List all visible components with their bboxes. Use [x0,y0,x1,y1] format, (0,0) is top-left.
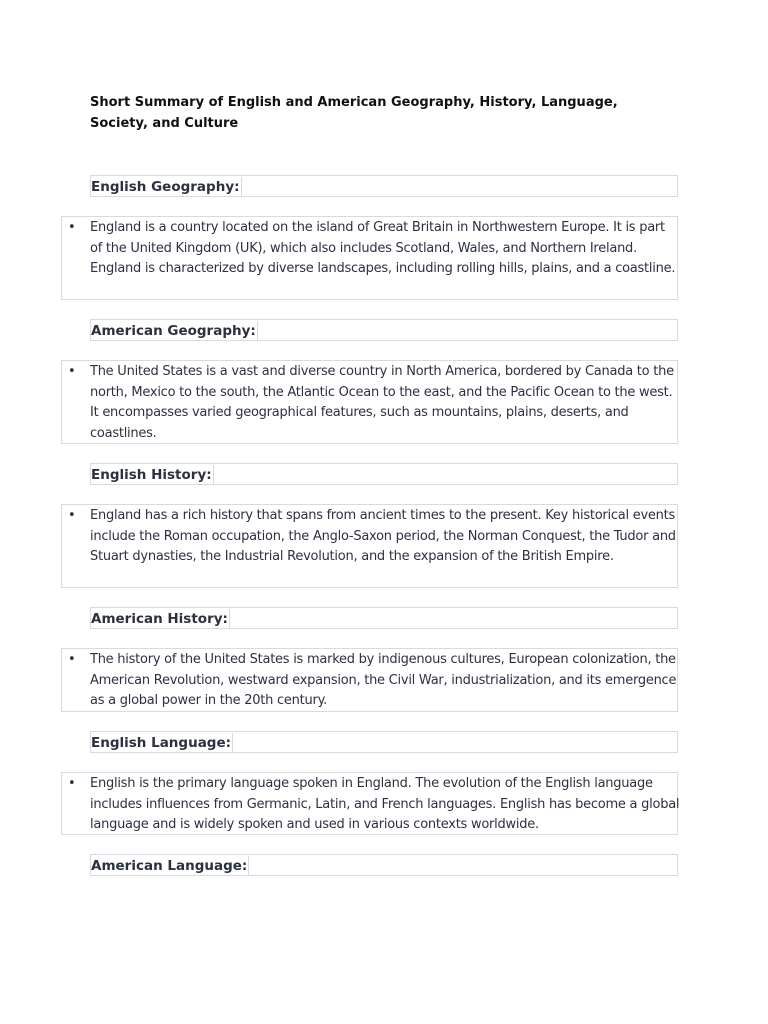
bullet-icon: • [68,508,76,523]
paragraph-text: England has a rich history that spans from ancient times to the present. Key historical events include the Roman occupation, the Anglo-Saxon period, the Norman Conquest, the Tudor and Stuart dynasties, the Industrial Revolution, and the expansion of the British Empire. [90,508,676,565]
paragraph-text: English is the primary language spoken in England. The evolution of the English language includes influences from Germanic, Latin, and French languages. English has become a global language and is widely spoken and used in various contexts worldwide. [90,776,680,833]
paragraph-text: England is a country located on the island of Great Britain in Northwestern Europe. It is part of the United Kingdom (UK), which also includes Scotland, Wales, and Northern Ireland. England is characterized by diverse landscapes, including rolling hills, plains, and a coastline. [90,220,676,277]
heading-label: English Language: [91,735,232,751]
list-item-english-history [61,504,678,588]
section-heading-american-history [90,607,678,629]
paragraph-text: The history of the United States is marked by indigenous cultures, European colonization, the American Revolution, westward expansion, the Civil War, industrialization, and its emergence as a global power in the 20th century. [90,652,677,709]
bullet-icon: • [68,776,76,791]
bullet-icon: • [68,364,76,379]
heading-label: English History: [91,467,212,483]
bullet-icon: • [68,220,76,235]
section-heading-english-geography [90,175,678,197]
heading-label: American Geography: [91,323,256,339]
bullet-icon: • [68,652,76,667]
section-heading-american-language [90,854,678,876]
paragraph-text: The United States is a vast and diverse country in North America, bordered by Canada to the north, Mexico to the south, the Atlantic Ocean to the east, and the Pacific Ocean to the west. It encompasses varied geographical features, such as mountains, plains, deserts, and coastlines. [90,364,674,441]
list-item-american-geography [61,360,678,444]
document-title: Short Summary of English and American Geography, History, Language, Society, and Culture [90,95,618,131]
heading-label: American History: [91,611,228,627]
list-item-english-geography [61,216,678,300]
section-heading-american-geography [90,319,678,341]
heading-label: English Geography: [91,179,240,195]
section-heading-english-language [90,731,678,753]
section-heading-english-history [90,463,678,485]
list-item-english-language [61,772,678,835]
heading-label: American Language: [91,858,248,874]
list-item-american-history [61,648,678,712]
